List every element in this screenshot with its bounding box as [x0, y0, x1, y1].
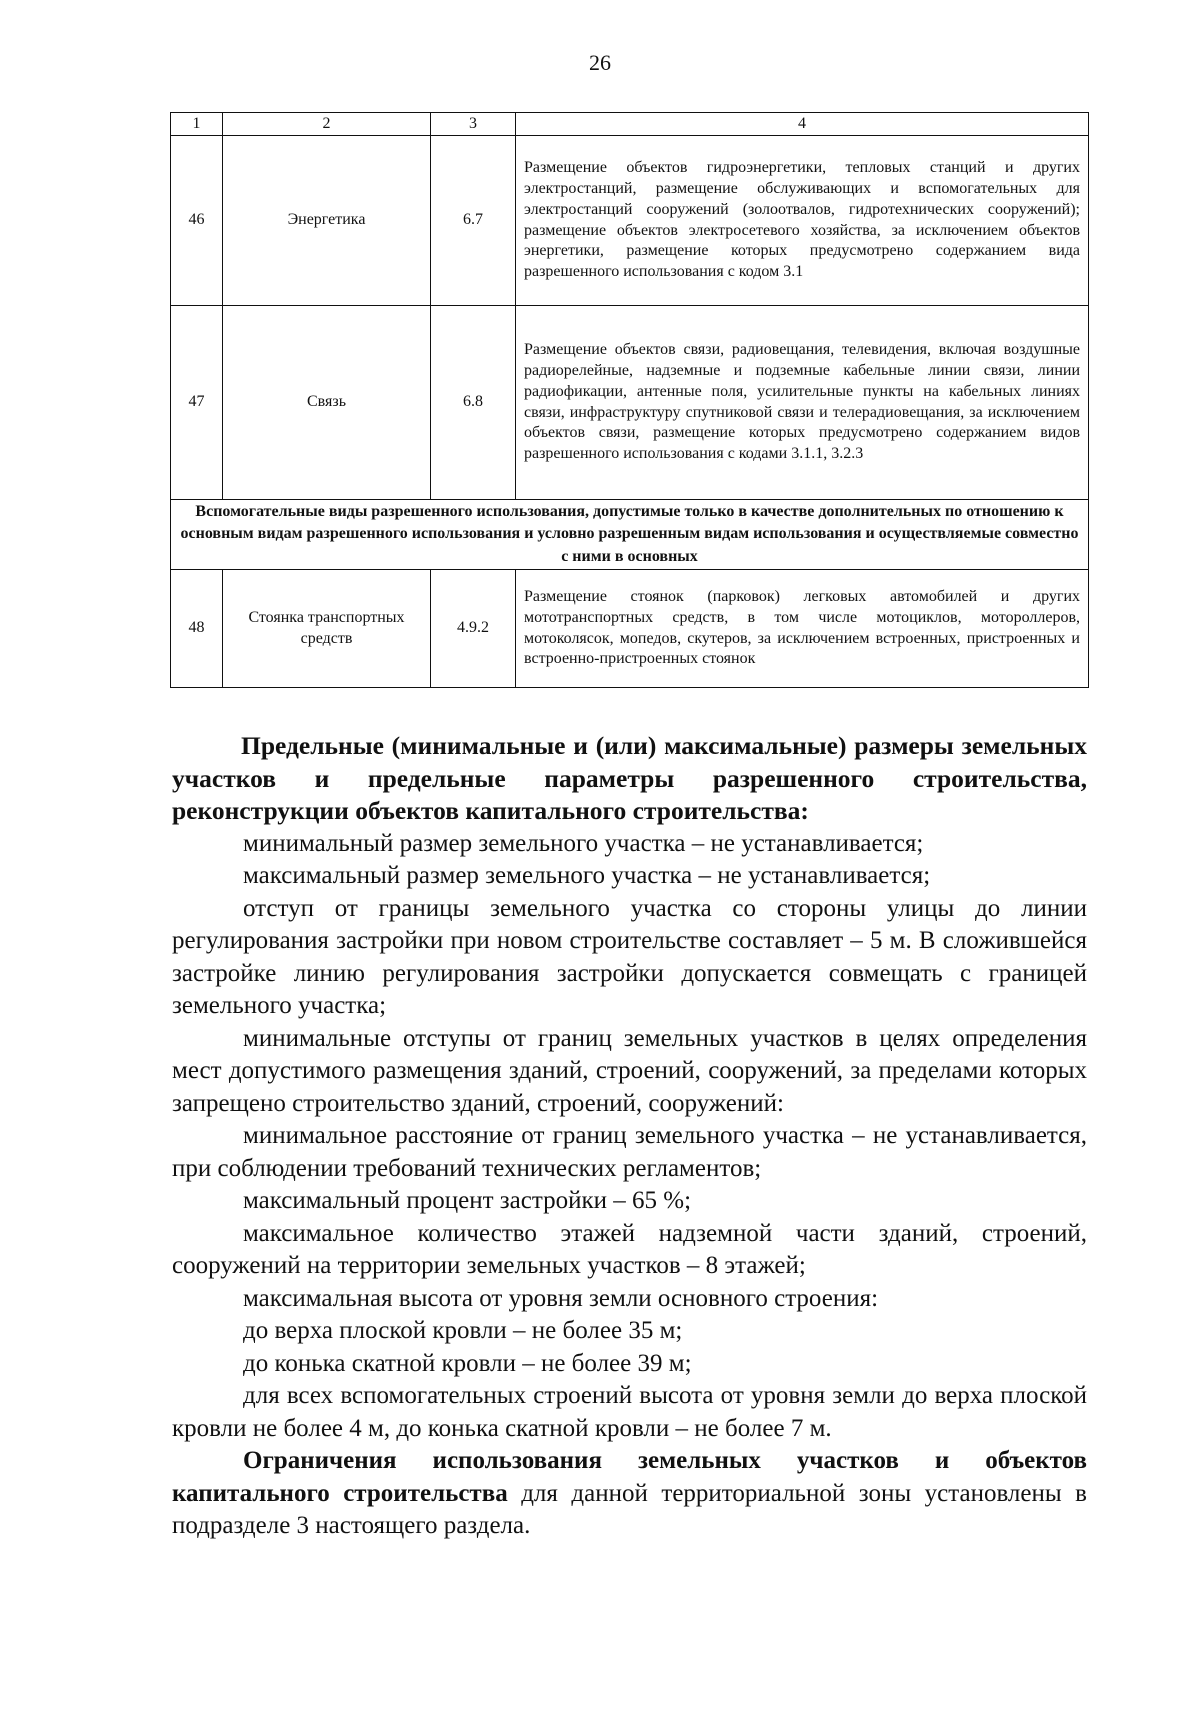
table-row [171, 570, 1089, 688]
use-code: 4.9.2 [431, 570, 516, 688]
regulations-text [172, 730, 1087, 1543]
row-number: 46 [171, 136, 223, 306]
table-row [171, 306, 1089, 500]
table-row [171, 136, 1089, 306]
header-col-3: 3 [431, 113, 516, 136]
use-description: Размещение стоянок (парковок) легковых автомобилей и других мототранспортных средств, в том числе мотоциклов, мотороллеров, мотоколясок, мопедов, скутеров, за исключением встроенных, пристроенных и встроенно-пристроенных стоянок [516, 570, 1089, 688]
paragraph: для всех вспомогательных строений высота от уровня земли до верха плоской кровли не более 4 м, до конька скатной кровли – не более 7 м. [172, 1382, 1087, 1442]
section-title: Вспомогательные виды разрешенного использования, допустимые только в качестве дополнительных по отношению к основным видам разрешенного использования и условно разрешенным видам использования и осуществляемые совместно с ними в основных [171, 500, 1089, 570]
use-description: Размещение объектов связи, радиовещания, телевидения, включая воздушные радиорелейные, надземные и подземные кабельные линии связи, линии радиофикации, антенные поля, усилительные пункты на кабельных линиях связи, инфраструктуру спутниковой связи и телерадиовещания, за исключением объектов связи, размещение которых предусмотрено содержанием видов разрешенного использования с кодами 3.1.1, 3.2.3 [516, 306, 1089, 500]
land-use-table [170, 112, 1089, 688]
restrictions-paragraph [172, 1445, 1087, 1543]
header-col-1: 1 [171, 113, 223, 136]
paragraph: отступ от границы земельного участка со стороны улицы до линии регулирования застройки при новом строительстве составляет – 5 м. В сложившейся застройке линию регулирования застройки допускается совмещать с границей земельного участка; [172, 894, 1087, 1019]
restrictions-text: для данной территориальной зоны установлены в подразделе 3 настоящего раздела. [172, 1479, 1087, 1539]
restrictions-bold-text: Ограничения использования земельных участков и объектов капитального строительства [172, 1447, 1087, 1507]
paragraph: до конька скатной кровли – не более 39 м; [243, 1349, 692, 1377]
table-header-row [171, 113, 1089, 136]
paragraph: минимальное расстояние от границ земельного участка – не устанавливается, при соблюдении требований технических регламентов; [172, 1122, 1087, 1182]
paragraph: до верха плоской кровли – не более 35 м; [243, 1317, 683, 1344]
use-name: Энергетика [223, 136, 431, 306]
row-number: 47 [171, 306, 223, 500]
paragraph: минимальные отступы от границ земельных участков в целях определения мест допустимого размещения зданий, строений, сооружений, за пределами которых запрещено строительство зданий, строений, сооружений: [172, 1024, 1087, 1117]
section-heading: Предельные (минимальные и (или) максимальные) размеры земельных участков и предельные параметры разрешенного строительства, реконструкции объектов капитального строительства: [172, 731, 1087, 825]
paragraph: максимальный процент застройки – 65 %; [243, 1187, 692, 1214]
section-row [171, 500, 1089, 570]
use-description: Размещение объектов гидроэнергетики, тепловых станций и других электростанций, размещение обслуживающих и вспомогательных для электростанций сооружений (золоотвалов, гидротехнических сооружений); размещение объектов электросетевого хозяйства, за исключением объектов энергетики, размещение которых предусмотрено содержанием вида разрешенного использования с кодом 3.1 [516, 136, 1089, 306]
paragraph: минимальный размер земельного участка – не устанавливается; [243, 829, 924, 857]
use-code: 6.8 [431, 306, 516, 500]
paragraph: максимальный размер земельного участка – не устанавливается; [243, 862, 931, 889]
use-code: 6.7 [431, 136, 516, 306]
paragraph: максимальное количество этажей надземной части зданий, строений, сооружений на территории земельных участков – 8 этажей; [172, 1219, 1087, 1279]
header-col-4: 4 [516, 113, 1089, 136]
header-col-2: 2 [223, 113, 431, 136]
row-number: 48 [171, 570, 223, 688]
page-number: 26 [589, 50, 611, 75]
use-name: Стоянка транспортных средств [223, 570, 431, 688]
use-name: Связь [223, 306, 431, 500]
paragraph: максимальная высота от уровня земли основного строения: [243, 1284, 879, 1312]
